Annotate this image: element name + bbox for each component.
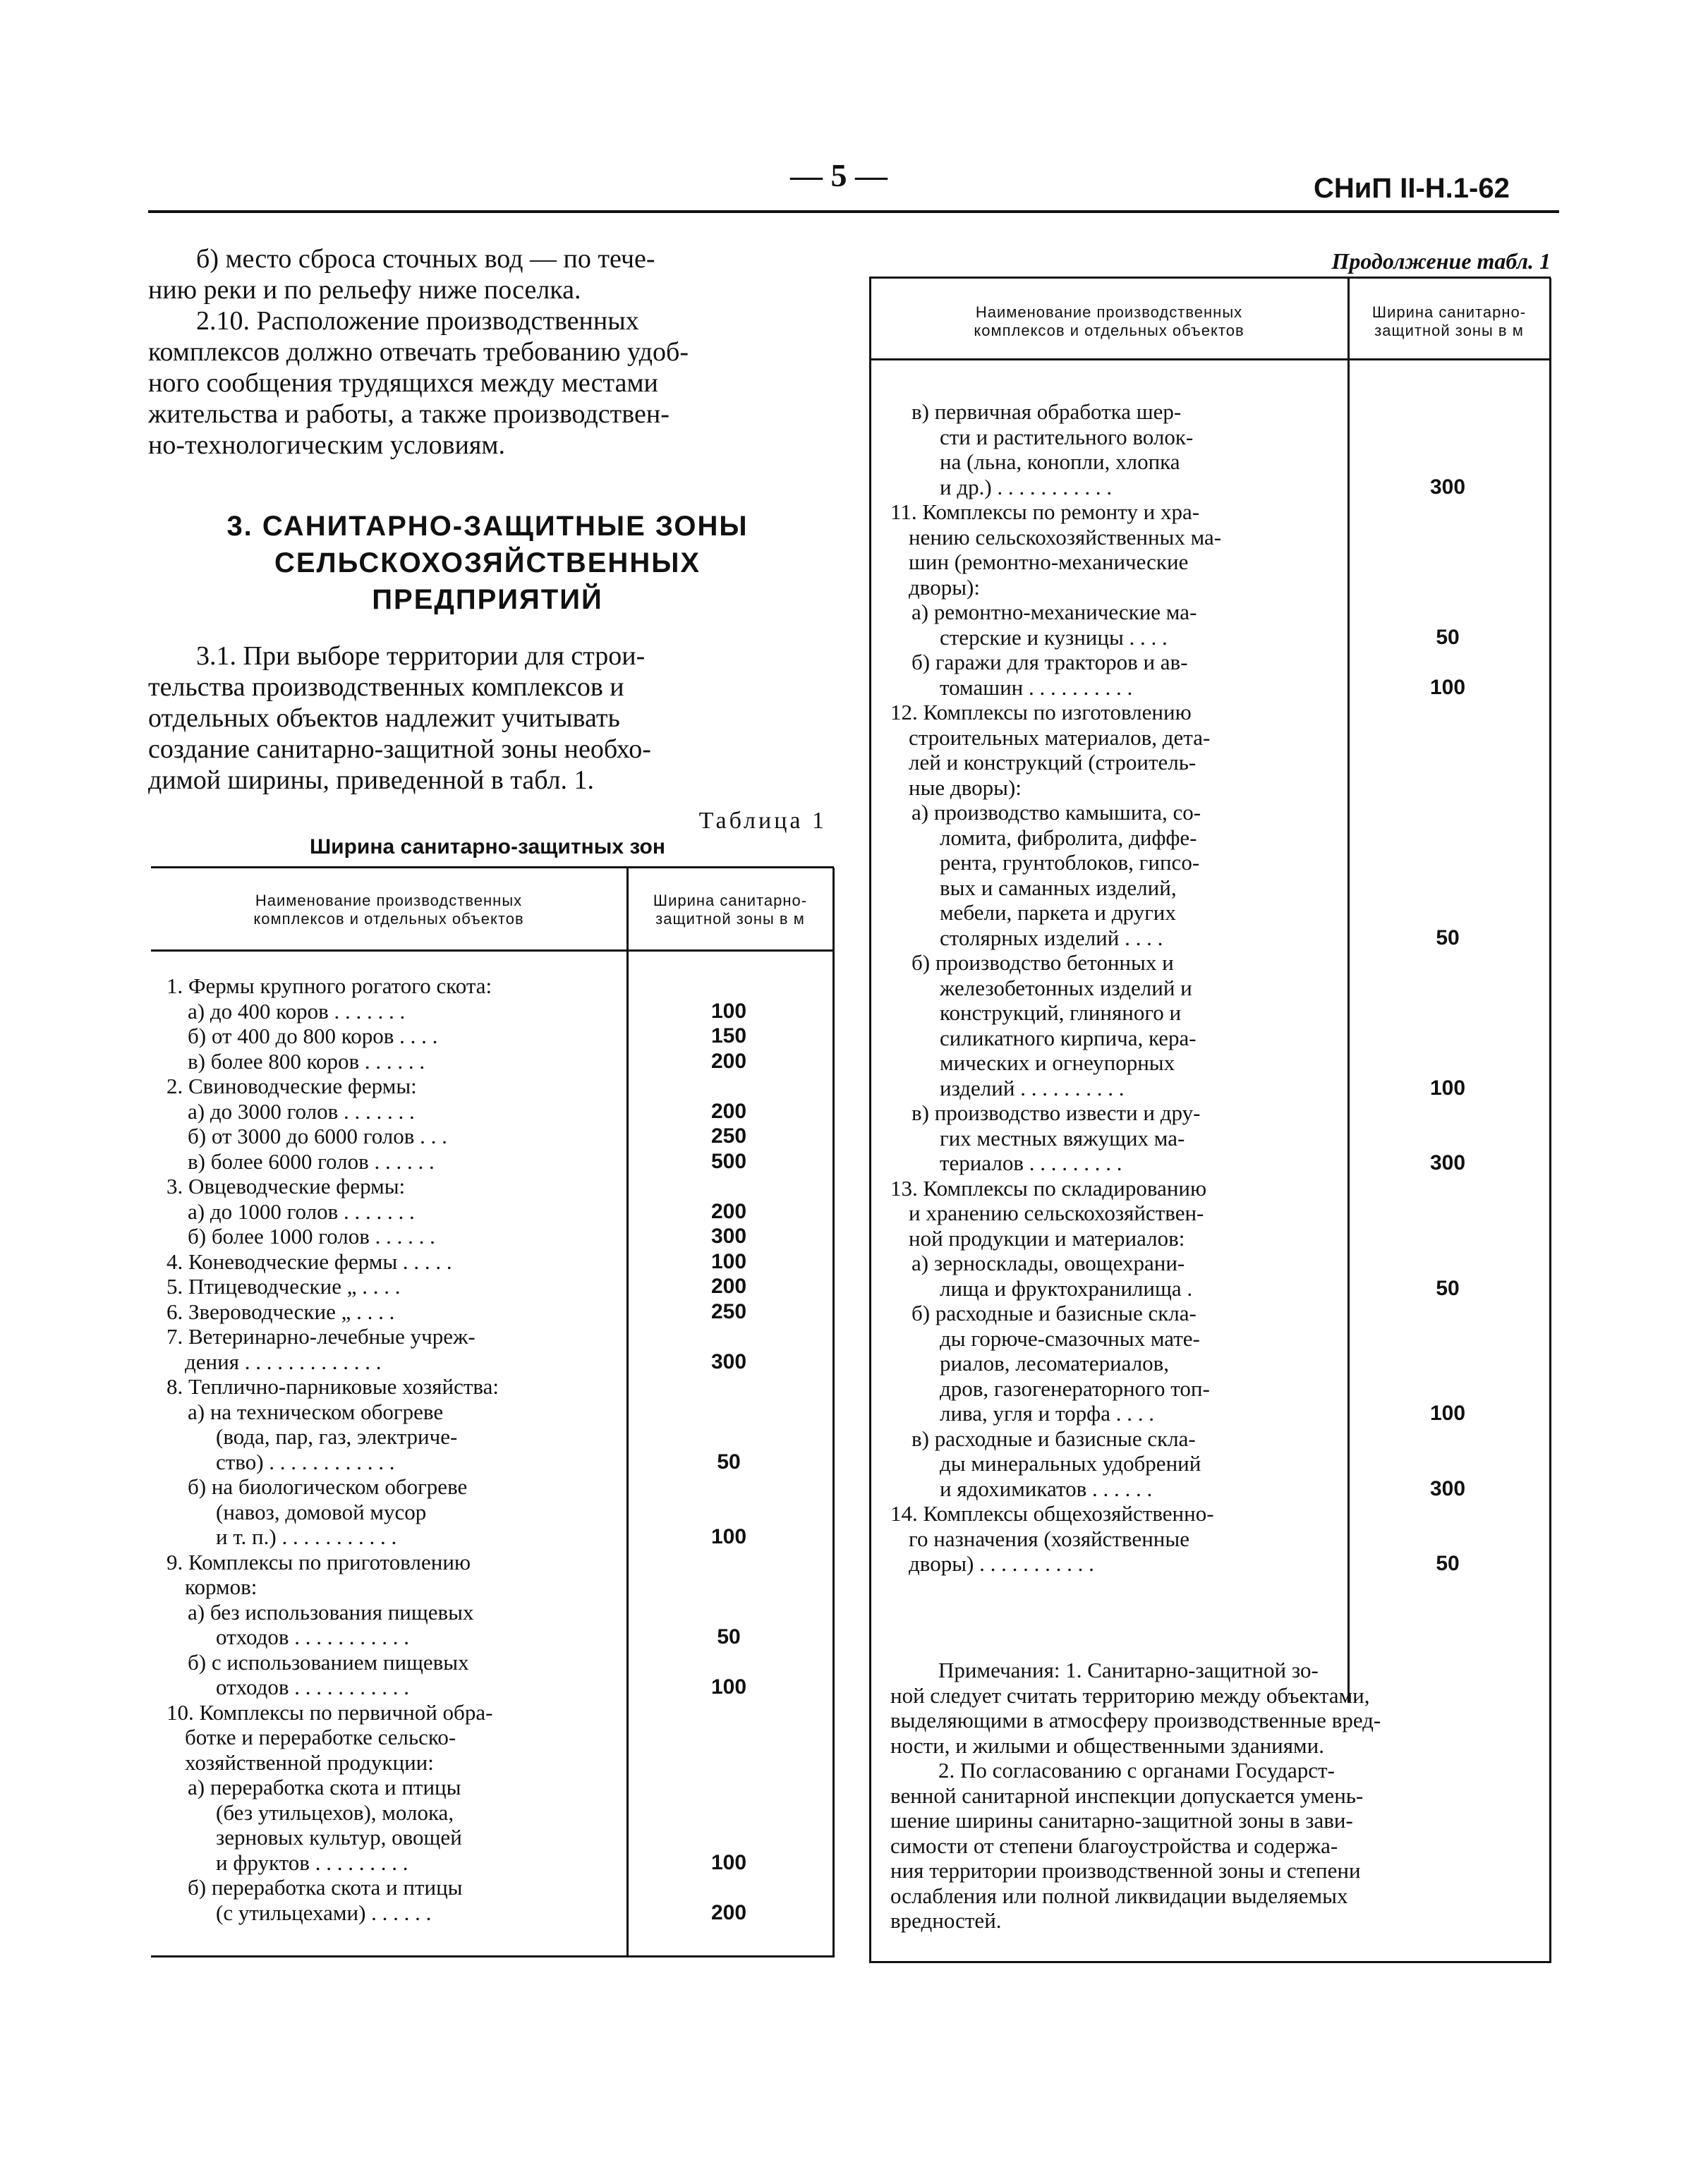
row-label: дворы): bbox=[909, 574, 980, 600]
clause-line: создание санитарно-защитной зоны необхо- bbox=[148, 734, 651, 764]
row-label: б) производство бетонных и bbox=[911, 950, 1174, 975]
table-row bbox=[890, 976, 1546, 1001]
table-header-rule bbox=[869, 358, 1551, 360]
table-row bbox=[166, 1800, 830, 1826]
row-label: б) гаражи для тракторов и ав- bbox=[911, 650, 1188, 674]
row-label: 8. Теплично-парниковые хозяйства: bbox=[166, 1374, 499, 1399]
table-row bbox=[890, 1276, 1546, 1301]
table-row bbox=[890, 550, 1546, 575]
row-label: гих местных вяжущих ма- bbox=[940, 1125, 1185, 1151]
column-header-line: комплексов и отдельных объектов bbox=[253, 910, 524, 928]
table-body-right bbox=[890, 399, 1546, 1577]
row-value: 50 bbox=[1436, 1552, 1460, 1575]
note-line: ности, и жилыми и общественными зданиями. bbox=[890, 1732, 1324, 1758]
row-label: дворы) . . . . . . . . . . . bbox=[909, 1551, 1094, 1576]
table-row bbox=[890, 750, 1546, 775]
row-label: (навоз, домовой мусор bbox=[216, 1499, 427, 1524]
table-row bbox=[166, 1600, 830, 1625]
note-line: ослабления или полной ликвидации выделяемых bbox=[890, 1883, 1348, 1908]
document-code: СНиП II-Н.1-62 bbox=[1314, 173, 1510, 204]
row-label: столярных изделий . . . . bbox=[940, 925, 1163, 950]
row-label: 3. Овцеводческие фермы: bbox=[166, 1174, 406, 1198]
table-row bbox=[890, 1201, 1546, 1226]
row-label: 5. Птицеводческие „ . . . . bbox=[166, 1274, 401, 1299]
table-title: Ширина санитарно-защитных зон bbox=[310, 835, 665, 858]
column-header-line: Ширина санитарно- bbox=[1371, 303, 1527, 321]
row-label: а) до 400 коров . . . . . . . bbox=[188, 998, 406, 1024]
table-row bbox=[166, 1650, 830, 1675]
row-label: а) до 3000 голов . . . . . . . bbox=[188, 1098, 415, 1124]
table-row bbox=[166, 1274, 830, 1299]
table-row bbox=[166, 1450, 830, 1475]
row-value: 50 bbox=[717, 1450, 741, 1474]
table-row bbox=[890, 1301, 1546, 1326]
table-notes bbox=[890, 1658, 1545, 1934]
table-row bbox=[890, 1351, 1546, 1376]
table-row bbox=[166, 1900, 830, 1926]
row-value: 100 bbox=[710, 1675, 747, 1699]
table-label: Таблица 1 bbox=[698, 808, 827, 834]
row-label: конструкций, глиняного и bbox=[940, 1000, 1182, 1025]
row-label: мических и огнеупорных bbox=[940, 1050, 1175, 1075]
row-label: б) от 3000 до 6000 голов . . . bbox=[188, 1124, 447, 1148]
intro-line: нию реки и по рельефу ниже поселка. bbox=[148, 275, 581, 305]
row-label: шин (ремонтно-механические bbox=[909, 550, 1189, 574]
table-row bbox=[166, 1349, 830, 1375]
row-label: б) более 1000 голов . . . . . . bbox=[188, 1224, 435, 1249]
row-label: в) первичная обработка шер- bbox=[911, 399, 1182, 424]
row-label: ды горюче-смазочных мате- bbox=[940, 1325, 1200, 1351]
page-number: — 5 — bbox=[790, 157, 888, 193]
table-row bbox=[166, 1750, 830, 1776]
table-row bbox=[890, 1026, 1546, 1051]
row-value: 100 bbox=[1429, 1402, 1466, 1425]
row-value: 300 bbox=[1429, 1476, 1466, 1500]
row-label: и фруктов . . . . . . . . . bbox=[216, 1850, 408, 1875]
row-value: 100 bbox=[710, 1525, 747, 1548]
clause-line: димой ширины, приведенной в табл. 1. bbox=[148, 765, 595, 795]
row-label: а) производство камышита, со- bbox=[911, 800, 1201, 825]
note-line: вредностей. bbox=[890, 1908, 1002, 1933]
table-row bbox=[890, 1076, 1546, 1101]
table-row bbox=[890, 1050, 1546, 1076]
table-row bbox=[166, 1124, 830, 1149]
row-label: 14. Комплексы общехозяйственно- bbox=[890, 1501, 1214, 1526]
table-row bbox=[166, 1675, 830, 1700]
row-label: строительных материалов, дета- bbox=[909, 724, 1211, 750]
row-label: ботке и переработке сельско- bbox=[185, 1725, 456, 1749]
intro-line: но-технологическим условиям. bbox=[148, 430, 505, 460]
table-row bbox=[166, 1074, 830, 1099]
table-row bbox=[890, 399, 1546, 425]
column-header-name bbox=[151, 892, 626, 928]
row-label: 10. Комплексы по первичной обра- bbox=[166, 1699, 493, 1725]
table-row bbox=[890, 475, 1546, 500]
row-label: 1. Фермы крупного рогатого скота: bbox=[166, 973, 492, 998]
row-value: 100 bbox=[1429, 1076, 1466, 1100]
table-row bbox=[890, 499, 1546, 525]
table-row bbox=[890, 725, 1546, 751]
table-row bbox=[890, 1100, 1546, 1126]
table-row bbox=[890, 1401, 1546, 1426]
row-label: и т. п.) . . . . . . . . . . . bbox=[216, 1524, 397, 1549]
note-line: 2. По согласованию с органами Государст- bbox=[938, 1758, 1335, 1783]
header-rule bbox=[148, 210, 1559, 213]
table-row bbox=[166, 1224, 830, 1249]
table-row bbox=[890, 1501, 1546, 1526]
column-header-name bbox=[872, 303, 1346, 340]
row-value: 200 bbox=[710, 1199, 747, 1223]
row-label: 12. Комплексы по изготовлению bbox=[890, 700, 1192, 724]
row-value: 50 bbox=[1436, 925, 1460, 949]
clause-line: тельства производственных комплексов и bbox=[148, 672, 624, 702]
intro-paragraph bbox=[148, 243, 827, 461]
row-label: а) ремонтно-механические ма- bbox=[911, 600, 1197, 624]
table-row bbox=[890, 1151, 1546, 1176]
table-row bbox=[890, 700, 1546, 725]
row-value: 100 bbox=[710, 999, 747, 1023]
note-line: Примечания: 1. Санитарно-защитной зо- bbox=[938, 1658, 1319, 1682]
row-value: 200 bbox=[710, 1099, 747, 1123]
table-body-left bbox=[166, 973, 830, 1925]
row-label: и ядохимикатов . . . . . . bbox=[940, 1476, 1153, 1501]
table-row bbox=[166, 1249, 830, 1275]
section-heading bbox=[148, 508, 827, 618]
table-row bbox=[890, 825, 1546, 851]
row-label: лей и конструкций (строитель- bbox=[909, 750, 1197, 775]
row-label: б) с использованием пищевых bbox=[188, 1649, 469, 1675]
row-label: мебели, паркета и других bbox=[940, 900, 1176, 925]
table-bottom-rule bbox=[151, 1955, 835, 1957]
row-label: а) без использования пищевых bbox=[188, 1599, 474, 1625]
row-label: железобетонных изделий и bbox=[940, 975, 1192, 1000]
table-row bbox=[166, 1049, 830, 1074]
row-label: териалов . . . . . . . . . bbox=[940, 1151, 1122, 1175]
row-label: ные дворы): bbox=[909, 775, 1022, 800]
table-row bbox=[166, 1775, 830, 1800]
row-value: 100 bbox=[1429, 675, 1466, 699]
table-row bbox=[890, 1451, 1546, 1476]
table-row bbox=[890, 1551, 1546, 1577]
row-label: стерские и кузницы . . . . bbox=[940, 624, 1168, 650]
row-label: (с утильцехами) . . . . . . bbox=[216, 1900, 432, 1925]
row-value: 300 bbox=[1429, 1151, 1466, 1174]
row-label: ной продукции и материалов: bbox=[909, 1225, 1185, 1251]
table-row bbox=[166, 1474, 830, 1500]
table-row bbox=[890, 1176, 1546, 1201]
table-row bbox=[166, 1424, 830, 1450]
row-value: 200 bbox=[710, 1900, 747, 1924]
intro-line: комплексов должно отвечать требованию удоб- bbox=[148, 337, 689, 367]
row-label: а) до 1000 голов . . . . . . . bbox=[188, 1198, 415, 1224]
column-header-width bbox=[629, 892, 831, 928]
note-line: венной санитарной инспекции допускается умень- bbox=[890, 1783, 1364, 1808]
table-row bbox=[166, 1299, 830, 1325]
note-line: шение ширины санитарно-защитной зоны в зави- bbox=[890, 1808, 1353, 1833]
table-row bbox=[890, 900, 1546, 925]
column-header-line: защитной зоны в м bbox=[1374, 322, 1524, 339]
table-row bbox=[166, 1825, 830, 1850]
row-label: а) на техническом обогреве bbox=[188, 1399, 444, 1424]
row-label: изделий . . . . . . . . . . bbox=[940, 1075, 1125, 1100]
clause-paragraph bbox=[148, 641, 827, 796]
table-row bbox=[890, 950, 1546, 976]
row-label: отходов . . . . . . . . . . . bbox=[216, 1675, 409, 1699]
row-label: и др.) . . . . . . . . . . . bbox=[940, 474, 1113, 499]
row-label: отходов . . . . . . . . . . . bbox=[216, 1625, 409, 1649]
section-heading-line: СЕЛЬСКОХОЗЯЙСТВЕННЫХ bbox=[274, 547, 701, 578]
row-value: 250 bbox=[710, 1124, 747, 1148]
column-header-line: комплексов и отдельных объектов bbox=[974, 322, 1244, 339]
row-label: 4. Коневодческие фермы . . . . . bbox=[166, 1249, 452, 1274]
row-label: б) расходные и базисные скла- bbox=[911, 1301, 1197, 1325]
row-value: 100 bbox=[710, 1249, 747, 1273]
note-line: выделяющими в атмосферу производственные вред- bbox=[890, 1708, 1381, 1732]
row-label: в) более 800 коров . . . . . . bbox=[188, 1048, 425, 1074]
table-row bbox=[890, 775, 1546, 801]
intro-line: 2.10. Расположение производственных bbox=[196, 306, 639, 336]
table-left-rule bbox=[869, 278, 871, 1962]
table-row bbox=[166, 1099, 830, 1124]
row-value: 250 bbox=[710, 1299, 747, 1323]
row-label: 9. Комплексы по приготовлению bbox=[166, 1549, 471, 1574]
table-row bbox=[890, 1476, 1546, 1502]
table-row bbox=[890, 1326, 1546, 1352]
row-value: 100 bbox=[710, 1850, 747, 1874]
row-value: 200 bbox=[710, 1275, 747, 1298]
section-heading-line: ПРЕДПРИЯТИЙ bbox=[372, 584, 603, 615]
column-header-width bbox=[1350, 303, 1548, 340]
intro-line: б) место сброса сточных вод — по тече- bbox=[196, 244, 655, 274]
row-label: ство) . . . . . . . . . . . . bbox=[216, 1449, 395, 1474]
row-label: сти и растительного волок- bbox=[940, 424, 1194, 449]
table-row bbox=[166, 1574, 830, 1600]
row-value: 150 bbox=[710, 1024, 747, 1048]
table-row bbox=[166, 1700, 830, 1725]
clause-line: отдельных объектов надлежит учитывать bbox=[148, 703, 620, 733]
row-label: хозяйственной продукции: bbox=[185, 1749, 434, 1775]
table-right-rule bbox=[1549, 278, 1551, 1962]
intro-line: ного сообщения трудящихся между местами bbox=[148, 368, 658, 398]
row-value: 300 bbox=[710, 1349, 747, 1373]
note-line: симости от степени благоустройства и содержа- bbox=[890, 1833, 1338, 1858]
row-label: зерновых культур, овощей bbox=[216, 1825, 462, 1850]
row-label: б) от 400 до 800 коров . . . . bbox=[188, 1024, 438, 1048]
table-row bbox=[890, 1000, 1546, 1026]
table-row bbox=[890, 1226, 1546, 1251]
row-label: в) более 6000 голов . . . . . . bbox=[188, 1148, 435, 1174]
row-label: 11. Комплексы по ремонту и хра- bbox=[890, 499, 1200, 524]
table-row bbox=[890, 1426, 1546, 1452]
column-header-line: Наименование производственных bbox=[255, 892, 523, 909]
intro-line: жительства и работы, а также производствен- bbox=[148, 399, 670, 429]
table-row bbox=[890, 600, 1546, 625]
table-top-rule bbox=[151, 866, 834, 868]
row-label: 13. Комплексы по складированию bbox=[890, 1175, 1207, 1201]
row-label: томашин . . . . . . . . . . bbox=[940, 674, 1133, 700]
table-row bbox=[166, 1024, 830, 1049]
table-row bbox=[890, 425, 1546, 450]
table-row bbox=[890, 1126, 1546, 1151]
table-row bbox=[890, 675, 1546, 700]
table-row bbox=[166, 1725, 830, 1750]
row-label: ды минеральных удобрений bbox=[940, 1451, 1201, 1476]
row-value: 300 bbox=[1429, 475, 1466, 499]
row-label: 7. Ветеринарно-лечебные учреж- bbox=[166, 1324, 476, 1349]
table-row bbox=[166, 1625, 830, 1650]
row-label: силикатного кирпича, кера- bbox=[940, 1025, 1197, 1050]
table-row bbox=[890, 525, 1546, 550]
row-value: 200 bbox=[710, 1049, 747, 1073]
row-label: дения . . . . . . . . . . . . . bbox=[185, 1349, 382, 1374]
row-label: 2. Свиноводческие фермы: bbox=[166, 1074, 417, 1098]
table-row bbox=[166, 1875, 830, 1900]
table-row bbox=[166, 999, 830, 1024]
row-label: (без утильцехов), молока, bbox=[216, 1799, 454, 1825]
row-label: лища и фруктохранилища . bbox=[940, 1275, 1193, 1301]
table-right-rule bbox=[832, 868, 835, 1955]
row-label: риалов, лесоматериалов, bbox=[940, 1351, 1170, 1376]
table-row bbox=[890, 800, 1546, 825]
row-value: 300 bbox=[710, 1225, 747, 1248]
row-label: ломита, фибролита, диффе- bbox=[940, 825, 1197, 850]
table-row bbox=[166, 1850, 830, 1876]
table-row bbox=[166, 1174, 830, 1199]
row-label: лива, угля и торфа . . . . bbox=[940, 1401, 1154, 1426]
row-label: (вода, пар, газ, электриче- bbox=[216, 1424, 458, 1449]
row-value: 50 bbox=[1436, 1276, 1460, 1300]
table-row bbox=[890, 449, 1546, 475]
table-row bbox=[166, 1550, 830, 1575]
clause-line: 3.1. При выборе территории для строи- bbox=[196, 641, 646, 671]
column-header-line: защитной зоны в м bbox=[655, 910, 805, 928]
row-label: б) на биологическом обогреве bbox=[188, 1474, 468, 1499]
table-row bbox=[890, 875, 1546, 901]
table-row bbox=[166, 1324, 830, 1349]
table-top-rule bbox=[869, 277, 1551, 279]
column-header-line: Ширина санитарно- bbox=[653, 892, 808, 909]
row-label: на (льна, конопли, хлопка bbox=[940, 449, 1180, 474]
table-row bbox=[890, 575, 1546, 600]
row-label: в) расходные и базисные скла- bbox=[911, 1426, 1196, 1451]
table-row bbox=[166, 1199, 830, 1225]
row-label: 6. Звероводческие „ . . . . bbox=[166, 1299, 395, 1324]
table-row bbox=[166, 1374, 830, 1400]
row-label: вых и саманных изделий, bbox=[940, 875, 1177, 900]
row-label: дров, газогенераторного топ- bbox=[940, 1376, 1210, 1401]
table-row bbox=[166, 1400, 830, 1425]
row-value: 50 bbox=[717, 1625, 741, 1649]
row-value: 500 bbox=[710, 1149, 747, 1173]
row-value: 50 bbox=[1436, 625, 1460, 649]
row-label: го назначения (хозяйственные bbox=[909, 1526, 1189, 1551]
table-row bbox=[166, 1524, 830, 1550]
row-label: в) производство извести и дру- bbox=[911, 1100, 1201, 1125]
row-label: кормов: bbox=[185, 1574, 258, 1599]
table-row bbox=[890, 850, 1546, 875]
table-row bbox=[890, 625, 1546, 650]
row-label: рента, грунтоблоков, гипсо- bbox=[940, 850, 1200, 875]
table-header-rule bbox=[151, 949, 834, 952]
table-row bbox=[890, 1376, 1546, 1402]
table-bottom-rule bbox=[869, 1961, 1551, 1963]
table-row bbox=[166, 1149, 830, 1174]
row-label: а) зерносклады, овощехрани- bbox=[911, 1251, 1185, 1275]
table-row bbox=[890, 650, 1546, 675]
table-row bbox=[166, 1500, 830, 1525]
note-line: ной следует считать территорию между объектами, bbox=[890, 1682, 1370, 1708]
section-heading-line: 3. САНИТАРНО-ЗАЩИТНЫЕ ЗОНЫ bbox=[226, 511, 749, 542]
table-row bbox=[890, 1251, 1546, 1276]
table-row bbox=[890, 925, 1546, 951]
row-label: и хранению сельскохозяйствен- bbox=[909, 1201, 1204, 1225]
table-row bbox=[890, 1526, 1546, 1552]
row-label: б) переработка скота и птицы bbox=[188, 1875, 463, 1900]
table-row bbox=[166, 973, 830, 999]
row-label: нению сельскохозяйственных ма- bbox=[909, 524, 1222, 550]
row-label: а) переработка скота и птицы bbox=[188, 1775, 461, 1799]
continuation-label: Продолжение табл. 1 bbox=[1331, 248, 1551, 274]
column-header-line: Наименование производственных bbox=[975, 303, 1243, 321]
note-line: ния территории производственной зоны и степени bbox=[890, 1858, 1361, 1883]
